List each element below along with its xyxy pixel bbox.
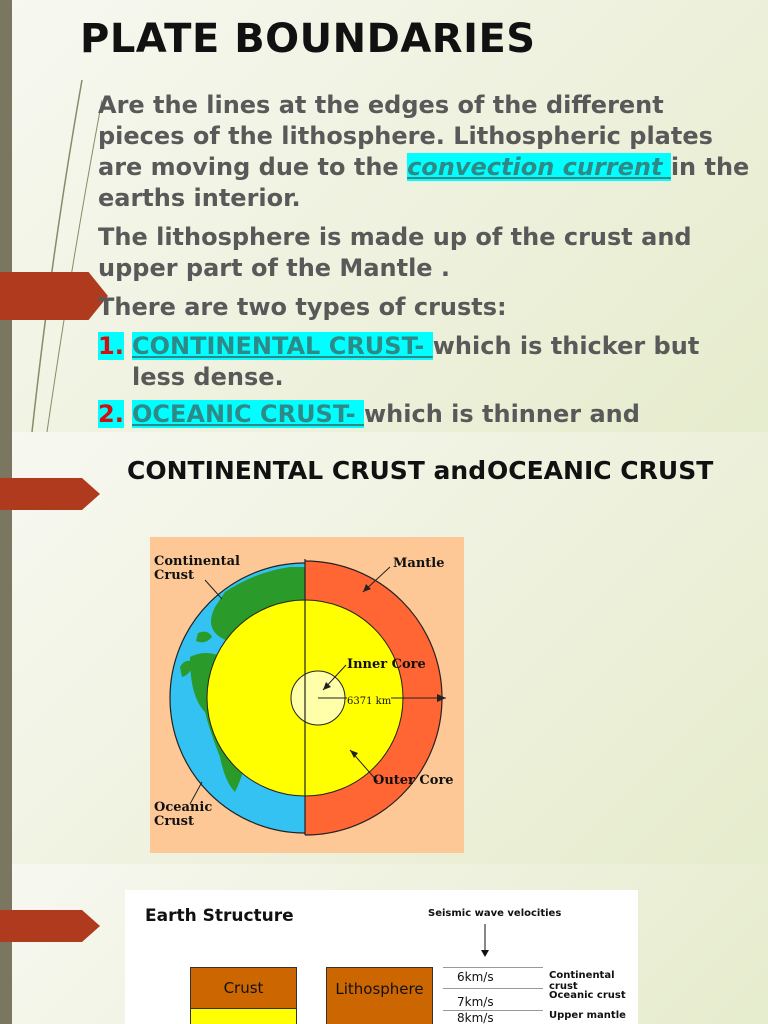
- arrow-tab: [0, 910, 100, 942]
- slide-earth-structure: [0, 864, 768, 1024]
- paragraph-crust-types: There are two types of crusts:: [98, 293, 507, 321]
- slide-crust-diagram: [0, 432, 768, 864]
- label-oceanic-crust: [154, 801, 212, 829]
- figure-title: Earth Structure: [145, 906, 294, 926]
- label-line: Crust: [154, 568, 194, 583]
- heading-continental: CONTINENTAL CRUST and: [127, 456, 487, 485]
- continental-crust-term[interactable]: CONTINENTAL CRUST-: [132, 332, 433, 360]
- decorative-lines: [12, 0, 102, 432]
- label-radius: 6371 km: [347, 696, 392, 707]
- list-text: which is thicker but less dense.: [132, 332, 700, 391]
- label-line: Oceanic: [154, 800, 213, 815]
- label-outer-core: Outer Core: [373, 773, 454, 788]
- list-text: which is thinner and: [364, 400, 640, 428]
- slide-plate-boundaries: [0, 0, 768, 432]
- velocity-label: Oceanic crust: [549, 990, 626, 1001]
- paragraph-lithosphere: The lithosphere is made up of the crust and upper part of the Mantle .: [98, 223, 692, 282]
- earth-structure-figure: [125, 890, 638, 1024]
- list-item-continental: [98, 331, 758, 393]
- label-line: Continental: [154, 554, 240, 569]
- slide-title: PLATE BOUNDARIES: [80, 16, 536, 62]
- velocity-label: Continental crust: [549, 970, 615, 992]
- seismic-label: Seismic wave velocities: [428, 908, 562, 919]
- earth-cross-section: [150, 537, 464, 853]
- velocity-value: 6km/s: [457, 970, 494, 984]
- arrow-tab: [0, 478, 100, 510]
- velocity-value: 8km/s: [457, 1011, 494, 1024]
- list-item-oceanic: [98, 399, 758, 430]
- slide-body: [98, 90, 758, 430]
- crust-box: Crust: [190, 967, 297, 1009]
- heading-oceanic: OCEANIC CRUST: [487, 456, 714, 485]
- lithosphere-box: Lithosphere: [326, 967, 433, 1024]
- mantle-strip: [190, 1009, 297, 1024]
- oceanic-crust-term[interactable]: OCEANIC CRUST-: [132, 400, 364, 428]
- list-number: 1.: [98, 332, 124, 360]
- down-arrow-icon: [475, 924, 495, 958]
- label-inner-core: Inner Core: [347, 657, 426, 672]
- label-mantle: Mantle: [393, 556, 445, 571]
- left-strip: [0, 0, 12, 432]
- velocity-value: 7km/s: [457, 995, 494, 1009]
- velocity-label: Upper mantle: [549, 1010, 626, 1021]
- label-line: Crust: [154, 814, 194, 829]
- convection-current-link[interactable]: convection current: [407, 153, 671, 181]
- paragraph-text: Are the lines at the edges of the different pieces of the lithosphere. Lithospheric plates are moving due to the: [98, 91, 713, 181]
- list-number: 2.: [98, 400, 124, 428]
- paragraph-definition: [98, 90, 758, 214]
- arrow-tab: [0, 272, 108, 320]
- paragraph-text: in the earths interior.: [98, 153, 750, 212]
- left-strip: [0, 864, 12, 1024]
- label-continental-crust: [154, 555, 240, 583]
